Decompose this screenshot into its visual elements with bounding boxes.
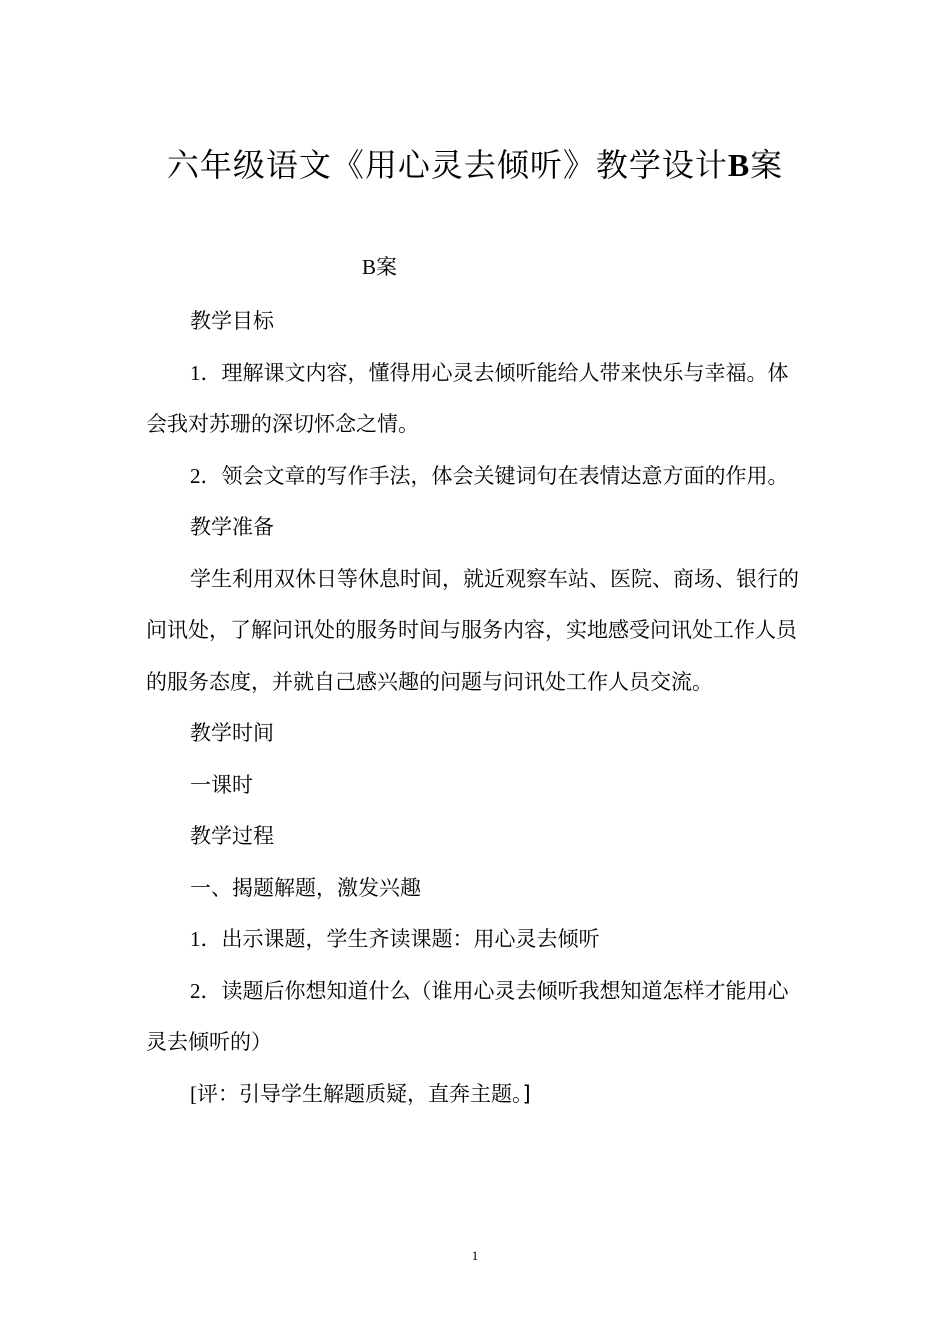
paragraph: [146, 554, 806, 709]
paragraph: [146, 966, 806, 1069]
paragraph-text: 读题后你想知道什么（谁用心灵去倾听我想知道怎样才能用心灵去倾听的）: [146, 978, 789, 1054]
paragraph-text: 教学目标: [190, 309, 274, 333]
paragraph-text: 教学过程: [190, 824, 274, 848]
paragraph-text: 一、揭题解题，激发兴趣: [190, 875, 421, 900]
paragraph-text: 评：引导学生解题质疑，直奔主题。]: [197, 1081, 531, 1106]
paragraph-text: 出示课题，学生齐读课题：用心灵去倾听: [221, 927, 600, 951]
paragraph-text: 学生利用双休日等休息时间，就近观察车站、医院、商场、银行的问讯处，了解问讯处的服务时间与服务内容，实地感受问讯处工作人员的服务态度，并就自己感兴趣的问题与问讯处工作人员交流。: [146, 566, 799, 694]
paragraph-number: 1．: [190, 927, 222, 951]
paragraph-number: 2．: [190, 978, 222, 1003]
paragraph: [146, 811, 806, 863]
paragraph-text: 一课时: [190, 772, 253, 797]
document-body: [146, 296, 806, 1120]
paragraph: [146, 1069, 806, 1121]
document-subtitle: [362, 252, 397, 282]
document-title: [0, 139, 950, 191]
title-latin: B: [727, 147, 751, 184]
subtitle-latin: B: [362, 255, 377, 279]
paragraph: [146, 863, 806, 915]
paragraph-text: 教学时间: [190, 721, 274, 745]
paragraph: [146, 502, 806, 554]
paragraph-number: 2．: [190, 463, 222, 488]
paragraph-text: 理解课文内容，懂得用心灵去倾听能给人带来快乐与幸福。体会我对苏珊的深切怀念之情。: [146, 360, 789, 436]
paragraph: [146, 296, 806, 348]
paragraph: [146, 348, 806, 451]
paragraph: [146, 708, 806, 760]
paragraph-text: 教学准备: [190, 515, 274, 539]
paragraph: [146, 451, 806, 503]
subtitle-suffix: 案: [376, 255, 398, 279]
paragraph-text: 领会文章的写作手法，体会关键词句在表情达意方面的作用。: [221, 463, 789, 488]
title-suffix: 案: [750, 146, 784, 185]
paragraph-number: [: [190, 1081, 197, 1106]
paragraph: [146, 914, 806, 966]
page-number: 1: [471, 1248, 479, 1263]
title-text: 六年级语文《用心灵去倾听》教学设计: [166, 146, 728, 185]
paragraph: [146, 760, 806, 812]
paragraph-number: 1．: [190, 360, 222, 385]
